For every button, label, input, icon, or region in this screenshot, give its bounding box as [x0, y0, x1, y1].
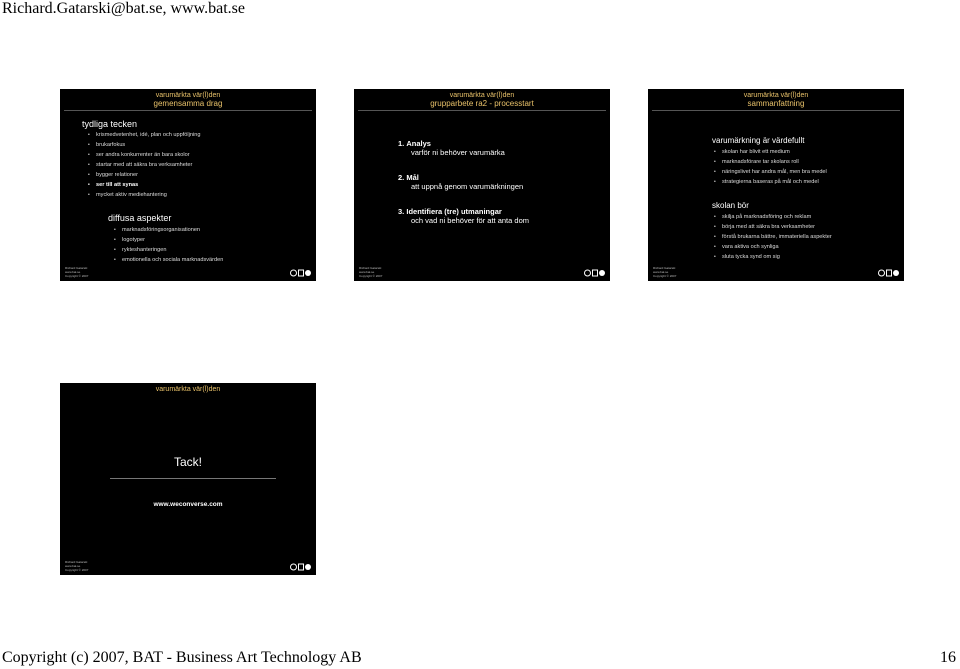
list-item: • marknadsförare tar skolans roll [712, 157, 902, 167]
slide-credit: Richard Gatarski www.bat.se Copyright © 2007 [359, 266, 383, 278]
slide-gemensamma-drag [60, 89, 316, 281]
slide-sammanfattning [648, 89, 904, 281]
list-item: • ser till att synas [86, 180, 312, 190]
step-item: 2. Mål att uppnå genom varumärkningen [398, 173, 524, 191]
section-heading: diffusa aspekter [108, 213, 172, 223]
list-item: • logotyper [112, 235, 308, 245]
list-item: • bygger relationer [86, 170, 312, 180]
bat-logo [878, 269, 900, 277]
bat-logo [584, 269, 606, 277]
divider [652, 110, 900, 111]
list-item: • emotionella och sociala marknadsvärden [112, 255, 308, 265]
steps-list [398, 139, 598, 241]
list-item: • brukarfokus [86, 140, 312, 150]
slide-grupparbete [354, 89, 610, 281]
page-footer: Copyright (c) 2007, BAT - Business Art Technology AB [2, 649, 362, 666]
section-diffusa-aspekter [108, 213, 308, 265]
slide-subtitle: grupparbete ra2 - processtart [430, 99, 534, 108]
list-item: • vara aktiva och synliga [712, 242, 902, 252]
slide-credit: Richard Gatarski www.bat.se Copyright © 2007 [653, 266, 677, 278]
list-item: • näringslivet har andra mål, men bra medel [712, 167, 902, 177]
slide-tack [60, 383, 316, 575]
section-tydliga-tecken [82, 119, 312, 200]
list-item: • startar med att säkra bra verksamheter [86, 160, 312, 170]
slide-title: varumärkta vär(l)den [743, 92, 809, 99]
section-heading: tydliga tecken [82, 119, 138, 129]
list-item: • rykteshanteringen [112, 245, 308, 255]
page-number: 16 [940, 649, 956, 666]
section-skolan-bor [712, 201, 902, 262]
list-item: • marknadsföringsorganisationen [112, 225, 308, 235]
divider [110, 478, 276, 479]
step-item: 1. Analys varför ni behöver varumärka [398, 139, 505, 157]
bullet-list [112, 225, 308, 265]
slide-credit: Richard Gatarski www.bat.se Copyright © 2007 [65, 266, 89, 278]
divider [358, 110, 606, 111]
bullet-list [86, 130, 312, 200]
list-item: • sluta tycka synd om sig [712, 252, 902, 262]
slide-title: varumärkta vär(l)den [155, 92, 221, 99]
slide-subtitle: gemensamma drag [153, 99, 223, 108]
page-header: Richard.Gatarski@bat.se, www.bat.se [2, 0, 245, 17]
bullet-list [712, 147, 902, 187]
bat-logo [290, 563, 312, 571]
list-item: • förstå brukarna bättre, immateriella aspekter [712, 232, 902, 242]
list-item: • ser andra konkurrenter än bara skolor [86, 150, 312, 160]
section-heading: varumärkning är värdefullt [712, 136, 805, 145]
section-varumarkning [712, 136, 902, 187]
list-item: • börja med att säkra bra verksamheter [712, 222, 902, 232]
step-item: 3. Identifiera (tre) utmaningar och vad ni behöver för att anta dom [398, 207, 529, 225]
website-url: www.weconverse.com [153, 501, 223, 508]
tack-text: Tack! [173, 455, 202, 469]
bullet-list [712, 212, 902, 262]
list-item: • krismedvetenhet, idé, plan och uppföljning [86, 130, 312, 140]
slide-subtitle: sammanfattning [747, 99, 805, 108]
section-heading: skolan bör [712, 201, 749, 210]
list-item: • mycket aktiv mediehantering [86, 190, 312, 200]
list-item: • skilja på marknadsföring och reklam [712, 212, 902, 222]
slide-title: varumärkta vär(l)den [155, 386, 221, 393]
slide-credit: Richard Gatarski www.bat.se Copyright © 2007 [65, 560, 89, 572]
slide-title: varumärkta vär(l)den [449, 92, 515, 99]
divider [64, 110, 312, 111]
list-item: • skolan har blivit ett medium [712, 147, 902, 157]
bat-logo [290, 269, 312, 277]
list-item: • strategierna baseras på mål och medel [712, 177, 902, 187]
